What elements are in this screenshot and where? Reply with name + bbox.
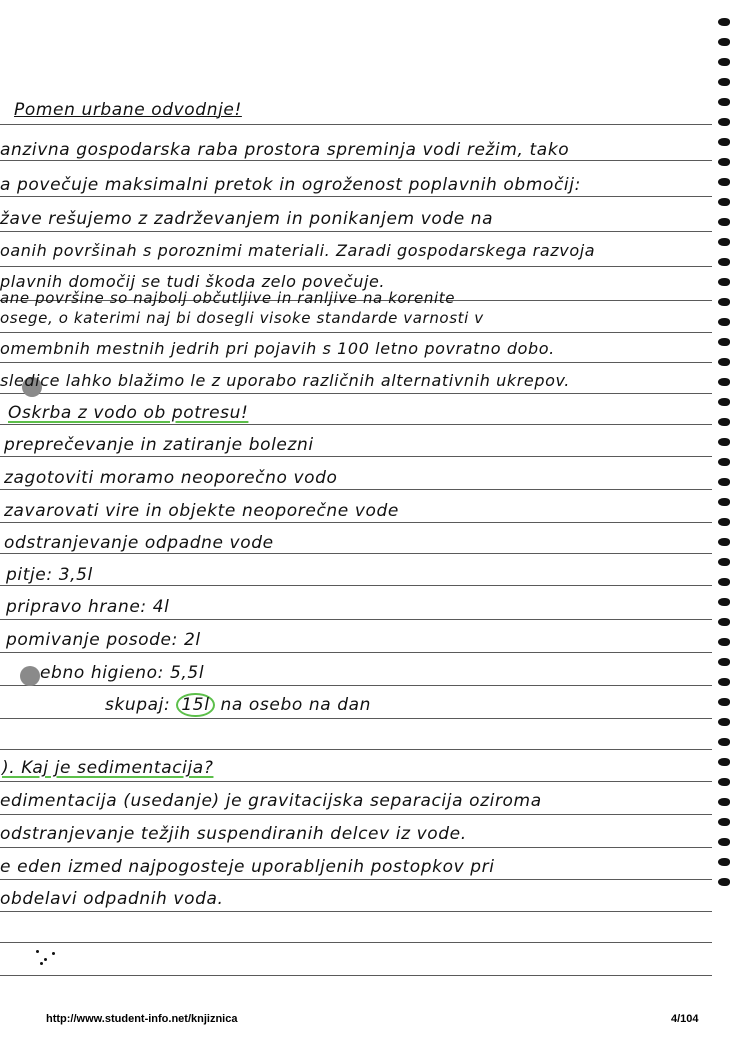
- list-item: zagotoviti moramo neoporečno vodo: [4, 468, 338, 488]
- list-item: zavarovati vire in objekte neoporečne vode: [4, 501, 399, 521]
- page-number: 4/104: [671, 1013, 699, 1025]
- water-need: pitje: 3,5l: [6, 565, 93, 585]
- water-need: pomivanje posode: 2l: [6, 630, 201, 650]
- total-label: skupaj:: [105, 695, 171, 715]
- section-heading: Pomen urbane odvodnje!: [14, 100, 242, 120]
- list-item: odstranjevanje odpadne vode: [4, 533, 274, 553]
- water-need: ebno higieno: 5,5l: [40, 663, 205, 683]
- text-line: edimentacija (usedanje) je gravitacijska separacija oziroma: [0, 791, 542, 811]
- spiral-binding: [710, 12, 736, 912]
- text-line: anzivna gospodarska raba prostora spreminja vodi režim, tako: [0, 140, 570, 160]
- section-heading: ). Kaj je sedimentacija?: [2, 758, 214, 778]
- water-total: [105, 695, 371, 715]
- text-line: plavnih domočij se tudi škoda zelo povečuje.: [0, 272, 386, 291]
- punch-hole: [20, 666, 40, 686]
- text-line: obdelavi odpadnih voda.: [0, 889, 224, 909]
- text-line: žave rešujemo z zadrževanjem in ponikanjem vode na: [0, 209, 494, 229]
- total-value: 15l: [176, 693, 214, 717]
- total-suffix: na osebo na dan: [220, 695, 372, 715]
- section-heading: Oskrba z vodo ob potresu!: [8, 403, 249, 423]
- text-line: a povečuje maksimalni pretok in ogroženost poplavnih območij:: [0, 175, 581, 195]
- text-line: e eden izmed najpogosteje uporabljenih postopkov pri: [0, 857, 495, 877]
- text-line: omembnih mestnih jedrih pri pojavih s 100 letno povratno dobo.: [0, 339, 555, 358]
- text-line: oanih površinah s poroznimi materiali. Zaradi gospodarskega razvoja: [0, 241, 596, 260]
- text-line: ane površine so najbolj občutljive in ranljive na korenite: [0, 289, 456, 307]
- text-line: osege, o katerimi naj bi dosegli visoke standarde varnosti v: [0, 309, 484, 327]
- list-item: preprečevanje in zatiranje bolezni: [4, 435, 314, 455]
- water-need: pripravo hrane: 4l: [6, 597, 170, 617]
- text-line: sledice lahko blažimo le z uporabo različnih alternativnih ukrepov.: [0, 371, 570, 390]
- footer-url: http://www.student-info.net/knjiznica: [46, 1013, 238, 1025]
- text-line: odstranjevanje težjih suspendiranih delcev iz vode.: [0, 824, 467, 844]
